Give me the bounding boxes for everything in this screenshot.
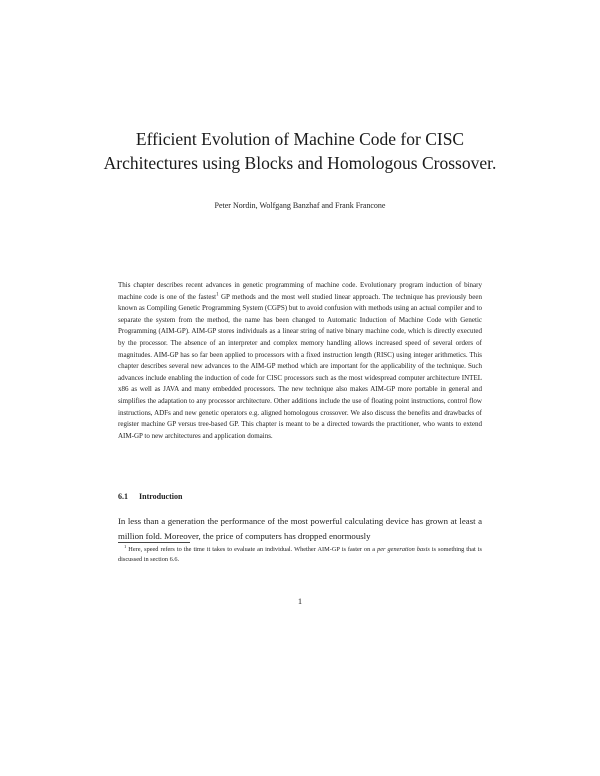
abstract xyxy=(118,280,482,442)
footnote-text-part2: is something that is discussed in section 6.6. xyxy=(118,546,482,563)
page-number: 1 xyxy=(297,596,303,606)
footnote-reference[interactable]: 1 xyxy=(216,292,219,298)
abstract-text-part2: GP methods and the most well studied linear approach. The technique has previously been known as Compiling Genetic Programming System (CGPS) but to avoid confusion with methods using an actual compiler and to separate the system from the method, the name has been changed to Automatic Induction of Machine Code with Genetic Programming (AIM-GP). AIM-GP stores individuals as a linear string of native binary machine code, which is directly executed by the processor. The absence of an interpreter and complex memory handling allows increased speed of several orders of magnitudes. AIM-GP has so far been applied to processors with a fixed instruction length (RISC) using integer arithmetics. This chapter describes several new advances to the AIM-GP method which are important for the applicability of the technique. Such advances include enabling the induction of code for CISC processors such as the most widespread computer architecture INTEL x86 as well as JAVA and many embedded processors. The new technique also makes AIM-GP more portable in general and simplifies the adaptation to any processor architecture. Other additions include the use of floating point instructions, control flow instructions, ADFs and new genetic operators e.g. aligned homologous crossover. We also discuss the benefits and drawbacks of register machine GP versus tree-based GP. This chapter is meant to be a directed towards the practitioner, who wants to extend AIM-GP to new architectures and application domains. xyxy=(118,292,482,440)
paper-title: Efficient Evolution of Machine Code for CISC Architectures using Blocks and Homologous Crossover. xyxy=(103,129,497,173)
author-list: Peter Nordin, Wolfgang Banzhaf and Frank Francone xyxy=(214,201,386,210)
section-heading xyxy=(118,491,182,503)
section-title: Introduction xyxy=(139,492,183,501)
section-number: 6.1 xyxy=(118,492,128,501)
intro-paragraph: In less than a generation the performance of the most powerful calculating device has grown at least a million fold. Moreover, the price of computers has dropped enormously xyxy=(118,516,482,541)
footnote-emphasis: per generation basis xyxy=(377,546,430,553)
footnote xyxy=(118,545,482,565)
abstract-text-part1: This chapter describes recent advances in genetic programming of machine code. Evolutionary program induction of binary machine code is one of the fastest xyxy=(118,281,482,301)
footnote-mark: 1 xyxy=(124,543,127,549)
footnote-text-part1: Here, speed refers to the time it takes to evaluate an individual. Whether AIM-GP is faster on a xyxy=(126,546,378,553)
footnote-divider xyxy=(118,542,190,543)
